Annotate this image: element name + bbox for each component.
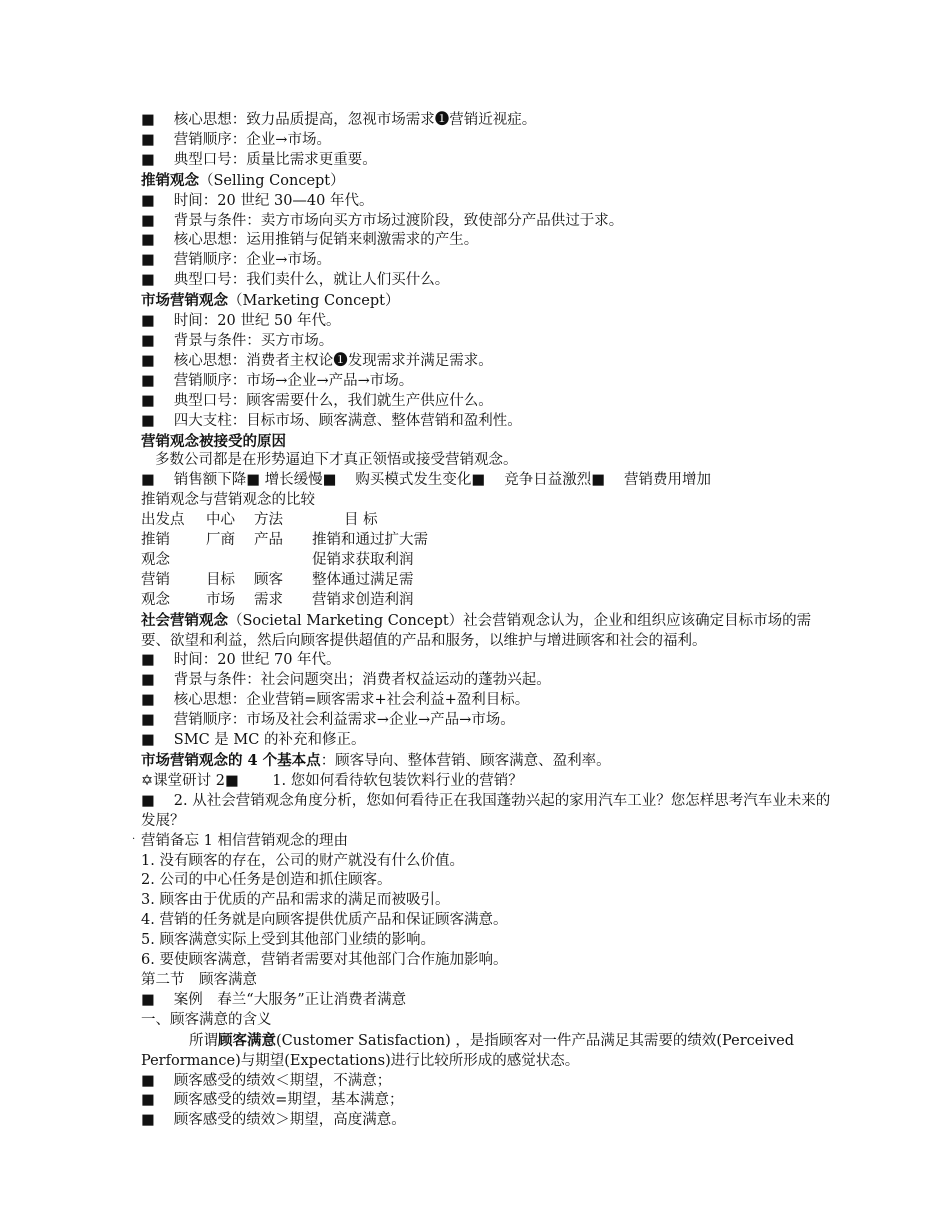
heading-bold: 市场营销观念: [141, 292, 228, 310]
table-cell: 观念: [141, 591, 170, 608]
table-cell: 市场: [206, 591, 235, 608]
text-line: ■ 典型口号：我们卖什么，就让人们买什么。: [141, 272, 450, 289]
term-bold: 顾客满意: [218, 1031, 276, 1049]
paragraph-text: ：顾客导向、整体营销、顾客满意、盈利率。: [320, 753, 611, 769]
heading-bold: 社会营销观念: [141, 611, 228, 629]
paragraph-text: (Customer Satisfaction) ，是指顾客对一件产品满足其需要的绩效(Perceived Performance)与期望(Expectations)进行比较所形成的感觉状态。: [141, 1032, 795, 1069]
marketing-concept-heading: [141, 291, 831, 312]
table-cell: 营销: [141, 571, 170, 588]
list-item: 3. 顾客由于优质的产品和需求的满足而被吸引。: [141, 892, 450, 909]
table-cell: 观念: [141, 551, 170, 568]
heading-english: （Marketing Concept）: [228, 293, 400, 310]
text-line: ■ 顾客感受的绩效＞期望，高度满意。: [141, 1112, 406, 1129]
table-row: [141, 511, 831, 531]
text-line: ■ 营销顺序：市场及社会利益需求→企业→产品→市场。: [141, 712, 515, 729]
societal-concept-paragraph: [141, 611, 831, 652]
text-line: ■ 典型口号：顾客需要什么，我们就生产供应什么。: [141, 392, 493, 409]
table-cell: 厂商: [206, 532, 235, 549]
four-points-line: [141, 751, 831, 772]
text-line: ■ 背景与条件：卖方市场向买方市场过渡阶段，致使部分产品供过于求。: [141, 212, 624, 229]
document-page: [141, 111, 831, 1131]
table-cell: 整体通过满足需: [312, 571, 414, 588]
text-line: ■ 核心思想：致力品质提高，忽视市场需求➊营销近视症。: [141, 112, 537, 128]
reason-heading: 营销观念被接受的原因: [141, 432, 286, 450]
table-cell: 中心: [206, 512, 235, 529]
list-item: 2. 公司的中心任务是创造和抓住顾客。: [141, 872, 392, 889]
text-line: ■ 核心思想：运用推销与促销来刺激需求的产生。: [141, 232, 479, 249]
text-line: ■ 顾客感受的绩效＜期望，不满意；: [141, 1072, 392, 1089]
paragraph-text: 所谓: [189, 1032, 218, 1049]
table-cell: 推销和通过扩大需: [312, 532, 428, 549]
comparison-table: [141, 511, 831, 611]
text-line: ■ 背景与条件：社会问题突出；消费者权益运动的蓬勃兴起。: [141, 672, 551, 689]
text-line: ■ 时间：20 世纪 50 年代。: [141, 313, 341, 330]
heading-bold: 市场营销观念的 4 个基本点: [141, 752, 321, 769]
text-line: 多数公司都是在形势逼迫下才真正领悟或接受营销观念。: [155, 452, 518, 469]
text-line: ■ 时间：20 世纪 70 年代。: [141, 652, 341, 669]
comparison-title: 推销观念与营销观念的比较: [141, 492, 315, 509]
stray-dot: .: [132, 831, 136, 842]
text-line: ✡课堂研讨 2■ 1. 您如何看待软包装饮料行业的营销？: [141, 772, 523, 789]
list-item: 6. 要使顾客满意，营销者需要对其他部门合作施加影响。: [141, 952, 508, 969]
text-line: ■ 销售额下降■ 增长缓慢■ 购买模式发生变化■ 竞争日益激烈■ 营销费用增加: [141, 472, 712, 489]
text-line: ■ 背景与条件：买方市场。: [141, 332, 334, 349]
table-cell: 产品: [254, 532, 283, 549]
table-cell: 需求: [254, 591, 283, 608]
table-row: [141, 571, 831, 591]
text-line: ■ 顾客感受的绩效=期望，基本满意；: [141, 1092, 404, 1109]
text-line: ■ 2. 从社会营销观念角度分析，您如何看待正在我国蓬勃兴起的家用汽车工业？您怎样思考汽车业未来的发展？: [141, 792, 831, 829]
text-line: ■ 时间：20 世纪 30—40 年代。: [141, 192, 374, 209]
text-line: ■ 营销顺序：企业→市场。: [141, 252, 331, 269]
text-line: ■ SMC 是 MC 的补充和修正。: [141, 732, 366, 749]
table-row: [141, 591, 831, 611]
text-line: ■ 营销顺序：市场→企业→产品→市场。: [141, 372, 414, 389]
table-cell: 营销求创造利润: [312, 591, 414, 608]
table-row: [141, 531, 831, 551]
table-row: [141, 551, 831, 571]
paragraph-text: （Societal Marketing Concept）社会营销观念认为，企业和组织应该确定目标市场的需要、欲望和利益，然后向顾客提供超值的产品和服务，以维护与增进顾客和社会的福利。: [141, 612, 812, 649]
text-line: ■ 案例 春兰“大服务”正让消费者满意: [141, 991, 407, 1008]
heading-bold: 推销观念: [141, 171, 199, 189]
table-cell: 目标: [206, 571, 235, 588]
text-line: ■ 核心思想：消费者主权论➊发现需求并满足需求。: [141, 352, 493, 369]
selling-concept-heading: [141, 171, 831, 192]
table-cell: 顾客: [254, 571, 283, 588]
heading-english: （Selling Concept）: [199, 172, 345, 189]
list-item: 5. 顾客满意实际上受到其他部门业绩的影响。: [141, 932, 435, 949]
table-cell: 推销: [141, 532, 170, 549]
definition-paragraph: [141, 1031, 831, 1072]
table-cell: 出发点: [141, 512, 185, 529]
table-cell: 促销求获取利润: [312, 551, 414, 568]
text-line: ■ 营销顺序：企业→市场。: [141, 131, 331, 148]
text-line: ■ 典型口号：质量比需求更重要。: [141, 151, 377, 168]
list-item: 1. 没有顾客的存在，公司的财产就没有什么价值。: [141, 852, 464, 869]
table-cell: 方法: [254, 512, 283, 529]
table-cell: 目 标: [344, 512, 378, 529]
memo-title: 营销备忘 1 相信营销观念的理由: [141, 832, 348, 849]
subsection-heading: 一、顾客满意的含义: [141, 1011, 272, 1028]
section-heading: 第二节 顾客满意: [141, 971, 257, 988]
text-line: ■ 核心思想：企业营销=顾客需求+社会利益+盈利目标。: [141, 692, 530, 709]
list-item: 4. 营销的任务就是向顾客提供优质产品和保证顾客满意。: [141, 912, 508, 929]
text-line: ■ 四大支柱：目标市场、顾客满意、整体营销和盈利性。: [141, 412, 522, 429]
